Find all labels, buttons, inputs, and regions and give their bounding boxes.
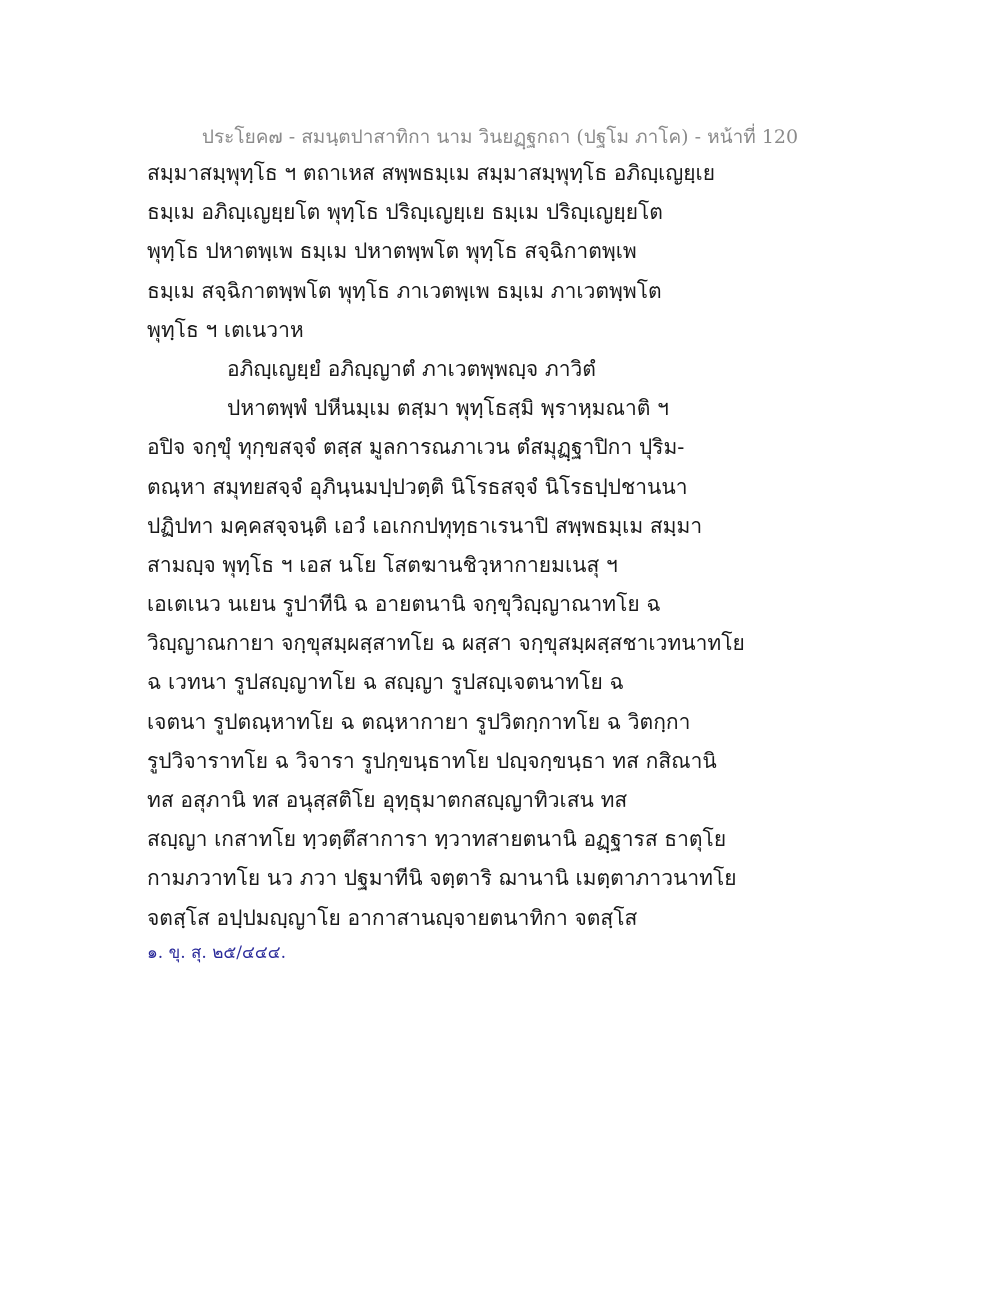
text-line: อปิจ จกฺขุํ ทุกฺขสจฺจํ ตสฺส มูลการณภาเวน ตํสมุฏฺฐาปิกา ปุริม- [147,435,685,460]
text-line: พุทฺโธ ฯ เตเนวาห [147,317,304,342]
text-line: ธมฺเม สจฺฉิกาตพฺพโต พุทฺโธ ภาเวตพฺเพ ธมฺเม ภาเวตพฺพโต [147,278,662,303]
text-line: สญฺญา เกสาทโย ทฺวตฺตึสาการา ทฺวาทสายตนานิ อฏฺฐารส ธาตุโย [147,827,727,852]
body-text [147,154,745,968]
text-line: ปฏิปทา มคฺคสจฺจนฺติ เอวํ เอเกกปทุทฺธาเรนาปิ สพฺพธมฺเม สมฺมา [147,513,703,538]
text-line: เจตนา รูปตณฺหาทโย ฉ ตณฺหากายา รูปวิตกฺกาทโย ฉ วิตกฺกา [147,709,691,734]
page-header: ประโยค๗ - สมนฺตปาสาทิกา นาม วินยฏฺฐกถา (ปฐโม ภาโค) - หน้าที่ 120 [201,126,799,148]
text-line: เอเตเนว นเยน รูปาทีนิ ฉ อายตนานิ จกฺขุวิญฺญาณาทโย ฉ [147,592,661,617]
text-line: พุทฺโธ ปหาตพฺเพ ธมฺเม ปหาตพฺพโต พุทฺโธ สจฺฉิกาตพฺเพ [147,239,637,264]
text-line: ทส อสุภานิ ทส อนุสฺสติโย อุทฺธุมาตกสญฺญาทิวเสน ทส [147,788,628,812]
text-line: กามภวาทโย นว ภวา ปฐมาทีนิ จตฺตาริ ฌานานิ เมตฺตาภาวนาทโย [147,866,737,891]
footnote: ๑. ขุ. สุ. ๒๕/๔๔๔. [147,942,287,963]
text-line: สมฺมาสมฺพุทฺโธ ฯ ตถาเหส สพฺพธมฺเม สมฺมาสมฺพุทฺโธ อภิญฺเญยฺเย [147,161,716,185]
text-line: ตณฺหา สมุทยสจฺจํ อุภินฺนมปฺปวตฺติ นิโรธสจฺจํ นิโรธปฺปชานนา [147,474,688,499]
text-line: ฉ เวทนา รูปสญฺญาทโย ฉ สญฺญา รูปสญฺเจตนาทโย ฉ [147,670,624,695]
text-line: จตสฺโส อปฺปมญฺญาโย อากาสานญฺจายตนาทิกา จตสฺโส [147,905,638,930]
text-line: สามญฺจ พุทฺโธ ฯ เอส นโย โสตฆานชิวฺหากายมเนสุ ฯ [147,552,618,577]
text-line: วิญฺญาณกายา จกฺขุสมฺผสฺสาทโย ฉ ผสฺสา จกฺขุสมฺผสฺสชาเวทนาทโย [147,631,745,656]
verse-line: ปหาตพฺพํ ปหีนมฺเม ตสฺมา พุทฺโธสฺมิ พฺราหฺมณาติ ฯ [227,396,669,421]
text-line: ธมฺเม อภิญฺเญยฺยโต พุทฺโธ ปริญฺเญยฺเย ธมฺเม ปริญฺเญยฺยโต [147,200,663,225]
verse-line: อภิญฺเญยฺยํ อภิญฺญาตํ ภาเวตพฺพญฺจ ภาวิตํ [227,356,596,381]
text-line: รูปวิจาราทโย ฉ วิจารา รูปกฺขนฺธาทโย ปญฺจกฺขนฺธา ทส กสิณานิ [147,748,717,773]
